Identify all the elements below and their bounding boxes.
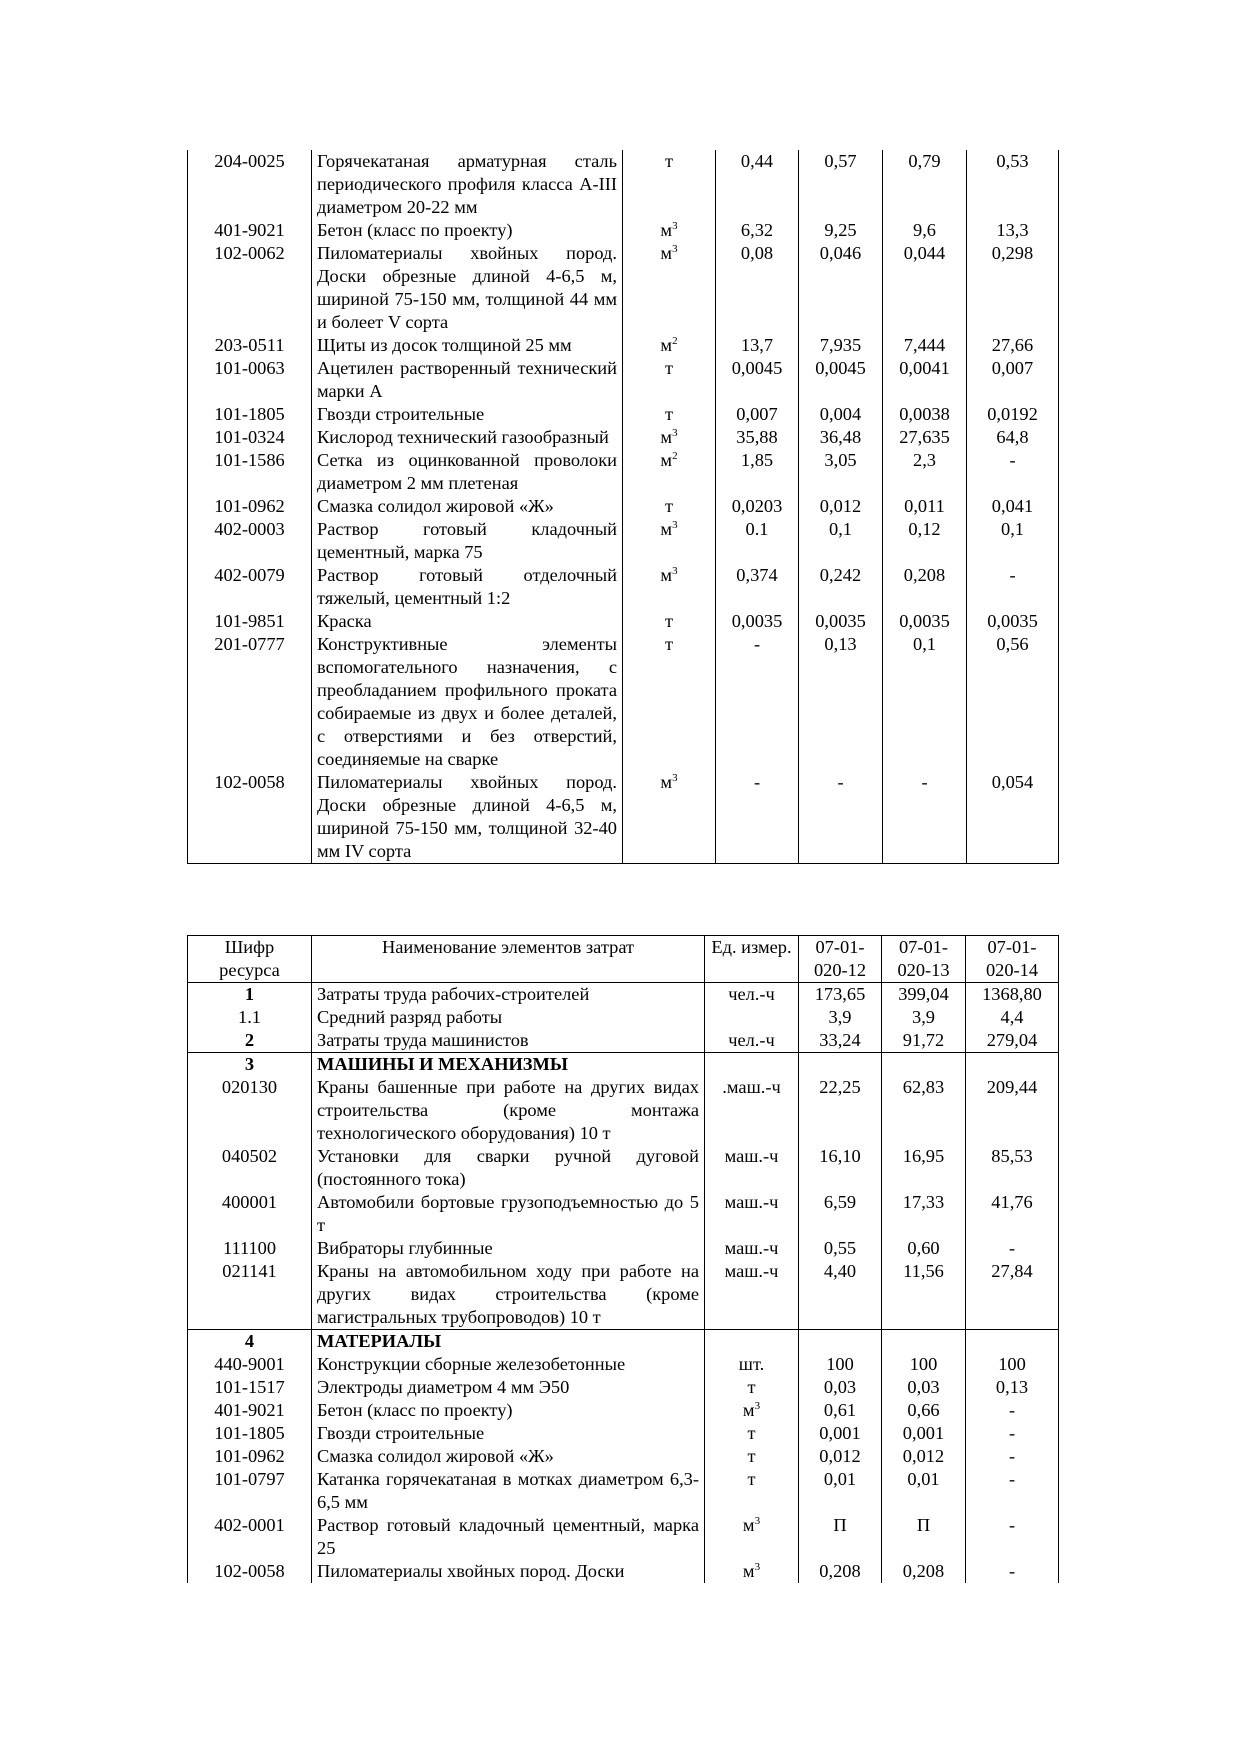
resource-code: 101-0324 xyxy=(188,426,312,449)
value-07-01-020-13: П xyxy=(882,1514,966,1560)
unit: т xyxy=(705,1376,799,1399)
value-2: 3,05 xyxy=(799,449,883,495)
table-row xyxy=(188,1076,1059,1145)
value-2: 0,046 xyxy=(799,242,883,334)
resource-code: 201-0777 xyxy=(188,633,312,771)
value-4: 0,054 xyxy=(967,771,1059,864)
resource-name: Конструктивные элементы вспомогательного назначения, с преобладанием профильного проката собираемые из двух и более деталей, с отверстиями и без отверстий, соединяемые на сварке xyxy=(312,633,623,771)
table-row xyxy=(188,633,1059,771)
table-row xyxy=(188,1376,1059,1399)
resource-code: 102-0058 xyxy=(188,1560,312,1583)
value-2: 9,25 xyxy=(799,219,883,242)
resource-name: Раствор готовый кладочный цементный, марка 75 xyxy=(312,518,623,564)
value-3: 27,635 xyxy=(883,426,967,449)
resource-name: Катанка горячекатаная в мотках диаметром 6,3-6,5 мм xyxy=(312,1468,705,1514)
value-4: 0,0192 xyxy=(967,403,1059,426)
value-07-01-020-14: - xyxy=(966,1468,1059,1514)
value-4: 27,66 xyxy=(967,334,1059,357)
resource-name: Горячекатаная арматурная сталь периодического профиля класса А-III диаметром 20-22 мм xyxy=(312,150,623,219)
value-07-01-020-14: - xyxy=(966,1514,1059,1560)
value-07-01-020-14: - xyxy=(966,1422,1059,1445)
unit: $м^3$ xyxy=(623,242,716,334)
resource-name: Пиломатериалы хвойных пород. Доски xyxy=(312,1560,705,1583)
unit: $м^2$ xyxy=(623,449,716,495)
value-3: 0,12 xyxy=(883,518,967,564)
resource-name: Гвозди строительные xyxy=(312,403,623,426)
resource-name: Бетон (класс по проекту) xyxy=(312,219,623,242)
resource-name: Конструкции сборные железобетонные xyxy=(312,1353,705,1376)
resource-code: 111100 xyxy=(188,1237,312,1260)
value-07-01-020-12: 22,25 xyxy=(799,1076,882,1145)
unit: т xyxy=(705,1445,799,1468)
resource-code: 101-1586 xyxy=(188,449,312,495)
resource-code: 021141 xyxy=(188,1260,312,1330)
value-07-01-020-14: - xyxy=(966,1399,1059,1422)
value-4: - xyxy=(967,564,1059,610)
table-row xyxy=(188,242,1059,334)
value-4: 0,0035 xyxy=(967,610,1059,633)
table-row xyxy=(188,1260,1059,1330)
value-1: - xyxy=(716,633,799,771)
value-4: 13,3 xyxy=(967,219,1059,242)
resource-name: Средний разряд работы xyxy=(312,1006,705,1029)
value-4: 64,8 xyxy=(967,426,1059,449)
unit: $м^3$ xyxy=(705,1560,799,1583)
resource-code: 102-0062 xyxy=(188,242,312,334)
value-1: 1,85 xyxy=(716,449,799,495)
header-resource-code: Шифр ресурса xyxy=(188,936,312,983)
value-3: 0,044 xyxy=(883,242,967,334)
value-3: 0,79 xyxy=(883,150,967,219)
table-row xyxy=(188,1445,1059,1468)
section-code: 3 xyxy=(188,1053,312,1077)
unit: .маш.-ч xyxy=(705,1076,799,1145)
table-row xyxy=(188,1191,1059,1237)
section-title: МАТЕРИАЛЫ xyxy=(312,1330,705,1354)
unit: т xyxy=(623,495,716,518)
unit: $м^2$ xyxy=(623,334,716,357)
value-07-01-020-13: 11,56 xyxy=(882,1260,966,1330)
resource-code: 440-9001 xyxy=(188,1353,312,1376)
value-07-01-020-12: 6,59 xyxy=(799,1191,882,1237)
value-07-01-020-13: 0,012 xyxy=(882,1445,966,1468)
resource-code: 101-0063 xyxy=(188,357,312,403)
table-row xyxy=(188,1399,1059,1422)
value-07-01-020-13: 16,95 xyxy=(882,1145,966,1191)
value-2: 0,012 xyxy=(799,495,883,518)
value-1: 0,0203 xyxy=(716,495,799,518)
table-row xyxy=(188,334,1059,357)
resource-code: 2 xyxy=(188,1029,312,1053)
value-07-01-020-14: 209,44 xyxy=(966,1076,1059,1145)
resource-code: 401-9021 xyxy=(188,1399,312,1422)
resource-name: Установки для сварки ручной дуговой (постоянного тока) xyxy=(312,1145,705,1191)
value-07-01-020-12: П xyxy=(799,1514,882,1560)
unit: т xyxy=(705,1422,799,1445)
materials-section xyxy=(188,1330,1059,1584)
table-row xyxy=(188,449,1059,495)
resource-code: 402-0001 xyxy=(188,1514,312,1560)
resource-code: 402-0079 xyxy=(188,564,312,610)
value-2: 36,48 xyxy=(799,426,883,449)
resource-name: Вибраторы глубинные xyxy=(312,1237,705,1260)
table-row xyxy=(188,1237,1059,1260)
value-2: 0,0035 xyxy=(799,610,883,633)
value-07-01-020-12: 0,55 xyxy=(799,1237,882,1260)
table-row xyxy=(188,1029,1059,1053)
labor-section xyxy=(188,983,1059,1053)
value-07-01-020-12: 0,01 xyxy=(799,1468,882,1514)
resource-code: 101-0962 xyxy=(188,495,312,518)
value-2: 0,13 xyxy=(799,633,883,771)
resource-name: Электроды диаметром 4 мм Э50 xyxy=(312,1376,705,1399)
section-title-row xyxy=(188,1053,1059,1077)
value-07-01-020-14: 1368,80 xyxy=(966,983,1059,1007)
value-07-01-020-13: 0,001 xyxy=(882,1422,966,1445)
resource-name: Затраты труда рабочих-строителей xyxy=(312,983,705,1007)
table-row xyxy=(188,219,1059,242)
value-1: - xyxy=(716,771,799,864)
value-1: 6,32 xyxy=(716,219,799,242)
table-row xyxy=(188,403,1059,426)
unit: т xyxy=(623,150,716,219)
value-2: 0,004 xyxy=(799,403,883,426)
table-row xyxy=(188,564,1059,610)
resource-name: Краны на автомобильном ходу при работе на других видах строительства (кроме магистральных трубопроводов) 10 т xyxy=(312,1260,705,1330)
value-07-01-020-13: 0,01 xyxy=(882,1468,966,1514)
value-07-01-020-12: 0,012 xyxy=(799,1445,882,1468)
value-07-01-020-12: 33,24 xyxy=(799,1029,882,1053)
value-2: 0,1 xyxy=(799,518,883,564)
value-07-01-020-13: 17,33 xyxy=(882,1191,966,1237)
table-header-row xyxy=(188,936,1059,983)
resource-name: Кислород технический газообразный xyxy=(312,426,623,449)
value-4: 0,298 xyxy=(967,242,1059,334)
value-07-01-020-13: 62,83 xyxy=(882,1076,966,1145)
value-1: 0,0035 xyxy=(716,610,799,633)
unit: $м^3$ xyxy=(705,1399,799,1422)
value-07-01-020-12: 3,9 xyxy=(799,1006,882,1029)
materials-table-continued xyxy=(187,150,1059,864)
resource-code: 1 xyxy=(188,983,312,1007)
table-row xyxy=(188,495,1059,518)
value-2: - xyxy=(799,771,883,864)
table-row xyxy=(188,771,1059,864)
value-07-01-020-14: - xyxy=(966,1445,1059,1468)
resource-table xyxy=(187,935,1059,1583)
unit: т xyxy=(705,1468,799,1514)
value-4: - xyxy=(967,449,1059,495)
resource-code: 102-0058 xyxy=(188,771,312,864)
unit: $м^3$ xyxy=(623,518,716,564)
header-col-07-01-020-13: 07-01-020-13 xyxy=(882,936,966,983)
value-2: 0,242 xyxy=(799,564,883,610)
resource-code: 400001 xyxy=(188,1191,312,1237)
unit: маш.-ч xyxy=(705,1191,799,1237)
unit: т xyxy=(623,357,716,403)
value-3: 2,3 xyxy=(883,449,967,495)
resource-code: 101-0797 xyxy=(188,1468,312,1514)
unit: $м^3$ xyxy=(623,771,716,864)
value-1: 0,0045 xyxy=(716,357,799,403)
resource-code: 203-0511 xyxy=(188,334,312,357)
value-2: 7,935 xyxy=(799,334,883,357)
value-07-01-020-12: 16,10 xyxy=(799,1145,882,1191)
resource-name: Ацетилен растворенный технический марки А xyxy=(312,357,623,403)
resource-name: Пиломатериалы хвойных пород. Доски обрезные длиной 4-6,5 м, шириной 75-150 мм, толщиной 44 мм и болеет V сорта xyxy=(312,242,623,334)
value-3: 0,0035 xyxy=(883,610,967,633)
resource-code: 101-0962 xyxy=(188,1445,312,1468)
unit: $м^3$ xyxy=(623,219,716,242)
table-row xyxy=(188,1468,1059,1514)
resource-name: Смазка солидол жировой «Ж» xyxy=(312,495,623,518)
resource-code: 402-0003 xyxy=(188,518,312,564)
machines-section xyxy=(188,1053,1059,1330)
value-3: 0,208 xyxy=(883,564,967,610)
value-07-01-020-14: 279,04 xyxy=(966,1029,1059,1053)
unit: т xyxy=(623,403,716,426)
resource-name: Раствор готовый кладочный цементный, марка 25 xyxy=(312,1514,705,1560)
value-07-01-020-12: 100 xyxy=(799,1353,882,1376)
value-07-01-020-14: 85,53 xyxy=(966,1145,1059,1191)
value-1: 0,007 xyxy=(716,403,799,426)
table-row xyxy=(188,357,1059,403)
resource-name: Затраты труда машинистов xyxy=(312,1029,705,1053)
resource-name: Щиты из досок толщиной 25 мм xyxy=(312,334,623,357)
table-row xyxy=(188,426,1059,449)
unit: шт. xyxy=(705,1353,799,1376)
value-07-01-020-14: - xyxy=(966,1237,1059,1260)
resource-code: 401-9021 xyxy=(188,219,312,242)
resource-code: 101-1805 xyxy=(188,403,312,426)
resource-name: Пиломатериалы хвойных пород. Доски обрезные длиной 4-6,5 м, шириной 75-150 мм, толщиной 32-40 мм IV сорта xyxy=(312,771,623,864)
table-row xyxy=(188,1422,1059,1445)
unit: $м^3$ xyxy=(623,426,716,449)
unit: чел.-ч xyxy=(705,983,799,1007)
unit xyxy=(705,1006,799,1029)
header-col-07-01-020-12: 07-01-020-12 xyxy=(799,936,882,983)
unit: маш.-ч xyxy=(705,1237,799,1260)
table-row xyxy=(188,1145,1059,1191)
resource-code: 101-1805 xyxy=(188,1422,312,1445)
table-row xyxy=(188,983,1059,1007)
resource-code: 101-1517 xyxy=(188,1376,312,1399)
value-07-01-020-13: 399,04 xyxy=(882,983,966,1007)
value-1: 0,08 xyxy=(716,242,799,334)
section-code: 4 xyxy=(188,1330,312,1354)
resource-name: Краны башенные при работе на других видах строительства (кроме монтажа технологического оборудования) 10 т xyxy=(312,1076,705,1145)
unit: чел.-ч xyxy=(705,1029,799,1053)
value-07-01-020-14: 41,76 xyxy=(966,1191,1059,1237)
resource-name: Краска xyxy=(312,610,623,633)
value-1: 13,7 xyxy=(716,334,799,357)
resource-name: Автомобили бортовые грузоподъемностью до 5 т xyxy=(312,1191,705,1237)
section-title: МАШИНЫ И МЕХАНИЗМЫ xyxy=(312,1053,705,1077)
value-07-01-020-14: 4,4 xyxy=(966,1006,1059,1029)
value-07-01-020-13: 91,72 xyxy=(882,1029,966,1053)
value-07-01-020-12: 4,40 xyxy=(799,1260,882,1330)
value-3: 9,6 xyxy=(883,219,967,242)
value-4: 0,56 xyxy=(967,633,1059,771)
value-07-01-020-14: - xyxy=(966,1560,1059,1583)
resource-code: 101-9851 xyxy=(188,610,312,633)
unit: $м^3$ xyxy=(623,564,716,610)
table-row xyxy=(188,150,1059,219)
value-1: 35,88 xyxy=(716,426,799,449)
resource-code: 040502 xyxy=(188,1145,312,1191)
value-07-01-020-12: 0,03 xyxy=(799,1376,882,1399)
value-2: 0,57 xyxy=(799,150,883,219)
unit: маш.-ч xyxy=(705,1260,799,1330)
resource-code: 204-0025 xyxy=(188,150,312,219)
value-07-01-020-14: 100 xyxy=(966,1353,1059,1376)
resource-name: Смазка солидол жировой «Ж» xyxy=(312,1445,705,1468)
unit: $м^3$ xyxy=(705,1514,799,1560)
value-3: 0,0038 xyxy=(883,403,967,426)
value-3: - xyxy=(883,771,967,864)
value-3: 0,1 xyxy=(883,633,967,771)
value-2: 0,0045 xyxy=(799,357,883,403)
resource-name: Гвозди строительные xyxy=(312,1422,705,1445)
resource-name: Сетка из оцинкованной проволоки диаметром 2 мм плетеная xyxy=(312,449,623,495)
value-07-01-020-12: 0,001 xyxy=(799,1422,882,1445)
value-1: 0,374 xyxy=(716,564,799,610)
unit: т xyxy=(623,610,716,633)
value-07-01-020-12: 0,208 xyxy=(799,1560,882,1583)
value-3: 0,0041 xyxy=(883,357,967,403)
unit: т xyxy=(623,633,716,771)
table-row xyxy=(188,610,1059,633)
unit: маш.-ч xyxy=(705,1145,799,1191)
header-unit: Ед. измер. xyxy=(705,936,799,983)
value-1: 0,44 xyxy=(716,150,799,219)
section-title-row xyxy=(188,1330,1059,1354)
value-07-01-020-14: 27,84 xyxy=(966,1260,1059,1330)
value-07-01-020-13: 0,60 xyxy=(882,1237,966,1260)
table-row xyxy=(188,1353,1059,1376)
resource-name: Бетон (класс по проекту) xyxy=(312,1399,705,1422)
table-row xyxy=(188,1514,1059,1560)
value-1: 0.1 xyxy=(716,518,799,564)
table-row xyxy=(188,518,1059,564)
value-07-01-020-13: 0,66 xyxy=(882,1399,966,1422)
header-cost-element-name: Наименование элементов затрат xyxy=(312,936,705,983)
value-4: 0,1 xyxy=(967,518,1059,564)
value-07-01-020-13: 100 xyxy=(882,1353,966,1376)
value-07-01-020-13: 0,208 xyxy=(882,1560,966,1583)
value-3: 7,444 xyxy=(883,334,967,357)
value-3: 0,011 xyxy=(883,495,967,518)
value-07-01-020-12: 173,65 xyxy=(799,983,882,1007)
value-07-01-020-13: 0,03 xyxy=(882,1376,966,1399)
table-row xyxy=(188,1006,1059,1029)
materials-table-body xyxy=(188,150,1059,864)
value-4: 0,007 xyxy=(967,357,1059,403)
value-07-01-020-13: 3,9 xyxy=(882,1006,966,1029)
value-4: 0,041 xyxy=(967,495,1059,518)
table-row xyxy=(188,1560,1059,1583)
value-4: 0,53 xyxy=(967,150,1059,219)
resource-name: Раствор готовый отделочный тяжелый, цементный 1:2 xyxy=(312,564,623,610)
value-07-01-020-12: 0,61 xyxy=(799,1399,882,1422)
resource-code: 1.1 xyxy=(188,1006,312,1029)
value-07-01-020-14: 0,13 xyxy=(966,1376,1059,1399)
header-col-07-01-020-14: 07-01-020-14 xyxy=(966,936,1059,983)
resource-code: 020130 xyxy=(188,1076,312,1145)
